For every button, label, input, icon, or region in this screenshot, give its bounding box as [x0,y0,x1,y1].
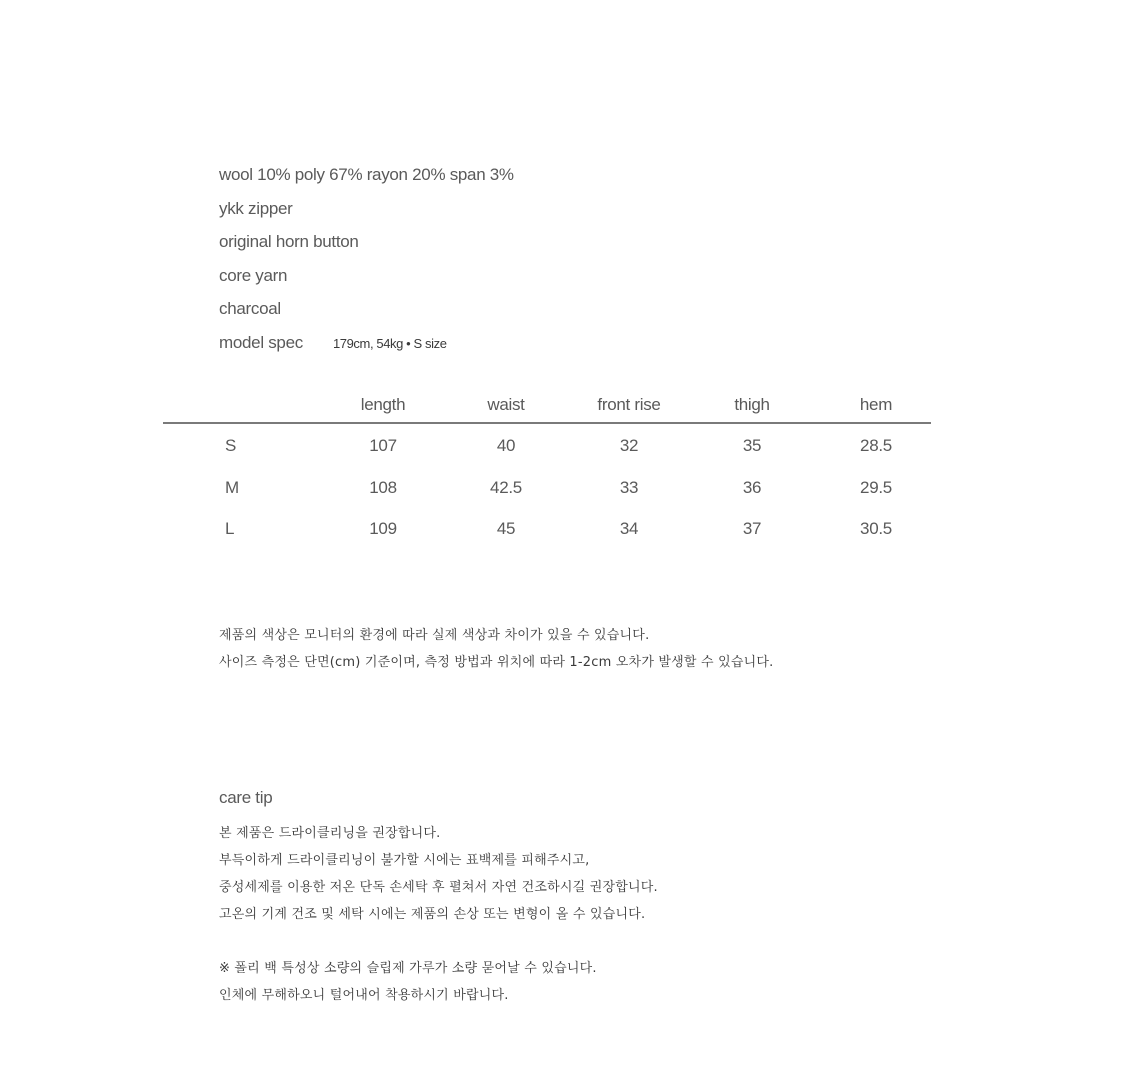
spec-composition: wool 10% poly 67% rayon 20% span 3% [219,165,514,184]
spec-zipper: ykk zipper [219,198,293,218]
spec-color: charcoal [219,299,281,318]
care-spacer [219,928,658,955]
header-front-rise: front rise [597,395,661,414]
model-spec-value: 179cm, 54kg • S size [332,335,447,351]
hem-value: 29.5 [860,477,892,497]
care-note-line: 인체에 무해하오니 털어내어 착용하시기 바랍니다. [219,988,509,1003]
size-table-body [163,424,931,561]
header-hem: hem [859,395,893,414]
length-value: 108 [369,477,397,497]
size-table-header [163,392,931,424]
product-specs [219,158,514,360]
waist-value: 42.5 [490,477,522,497]
table-row [163,519,931,561]
size-label: S [225,436,237,455]
waist-value: 45 [496,519,516,538]
hem-value: 28.5 [860,436,892,455]
length-value: 109 [369,519,397,538]
size-label: L [225,519,235,538]
spec-yarn: core yarn [219,265,288,285]
header-length: length [360,395,406,414]
front-rise-value: 32 [619,436,639,455]
product-notice [219,622,773,676]
front-rise-value: 33 [619,477,639,497]
size-table [163,392,931,561]
thigh-value: 37 [742,519,762,538]
thigh-value: 35 [742,436,762,455]
notice-size-disclaimer: 사이즈 측정은 단면(cm) 기준이며, 측정 방법과 위치에 따라 1-2cm 오차가 발생할 수 있습니다. [219,655,774,670]
care-note-line: ※ 폴리 백 특성상 소량의 슬립제 가루가 소량 묻어날 수 있습니다. [219,961,597,976]
table-row [163,478,931,520]
care-line: 부득이하게 드라이클리닝이 불가할 시에는 표백제를 피해주시고, [219,853,590,868]
care-line: 고온의 기계 건조 및 세탁 시에는 제품의 손상 또는 변형이 올 수 있습니다. [219,907,646,922]
care-line: 본 제품은 드라이클리닝을 권장합니다. [219,826,441,841]
spec-model [219,326,514,361]
hem-value: 30.5 [860,519,892,538]
waist-value: 40 [496,436,516,455]
table-row [163,436,931,478]
header-thigh: thigh [734,395,770,414]
header-waist: waist [487,395,525,414]
size-label: M [225,477,239,497]
model-spec-label: model spec [219,332,303,352]
length-value: 107 [369,436,397,455]
front-rise-value: 34 [619,519,639,538]
notice-color-disclaimer: 제품의 색상은 모니터의 환경에 따라 실제 색상과 차이가 있을 수 있습니다. [219,628,650,643]
thigh-value: 36 [742,477,762,497]
care-line: 중성세제를 이용한 저온 단독 손세탁 후 펼쳐서 자연 건조하시길 권장합니다. [219,880,658,895]
care-tip-title: care tip [219,788,273,807]
spec-button: original horn button [219,232,359,251]
care-tip-section [219,785,658,1009]
